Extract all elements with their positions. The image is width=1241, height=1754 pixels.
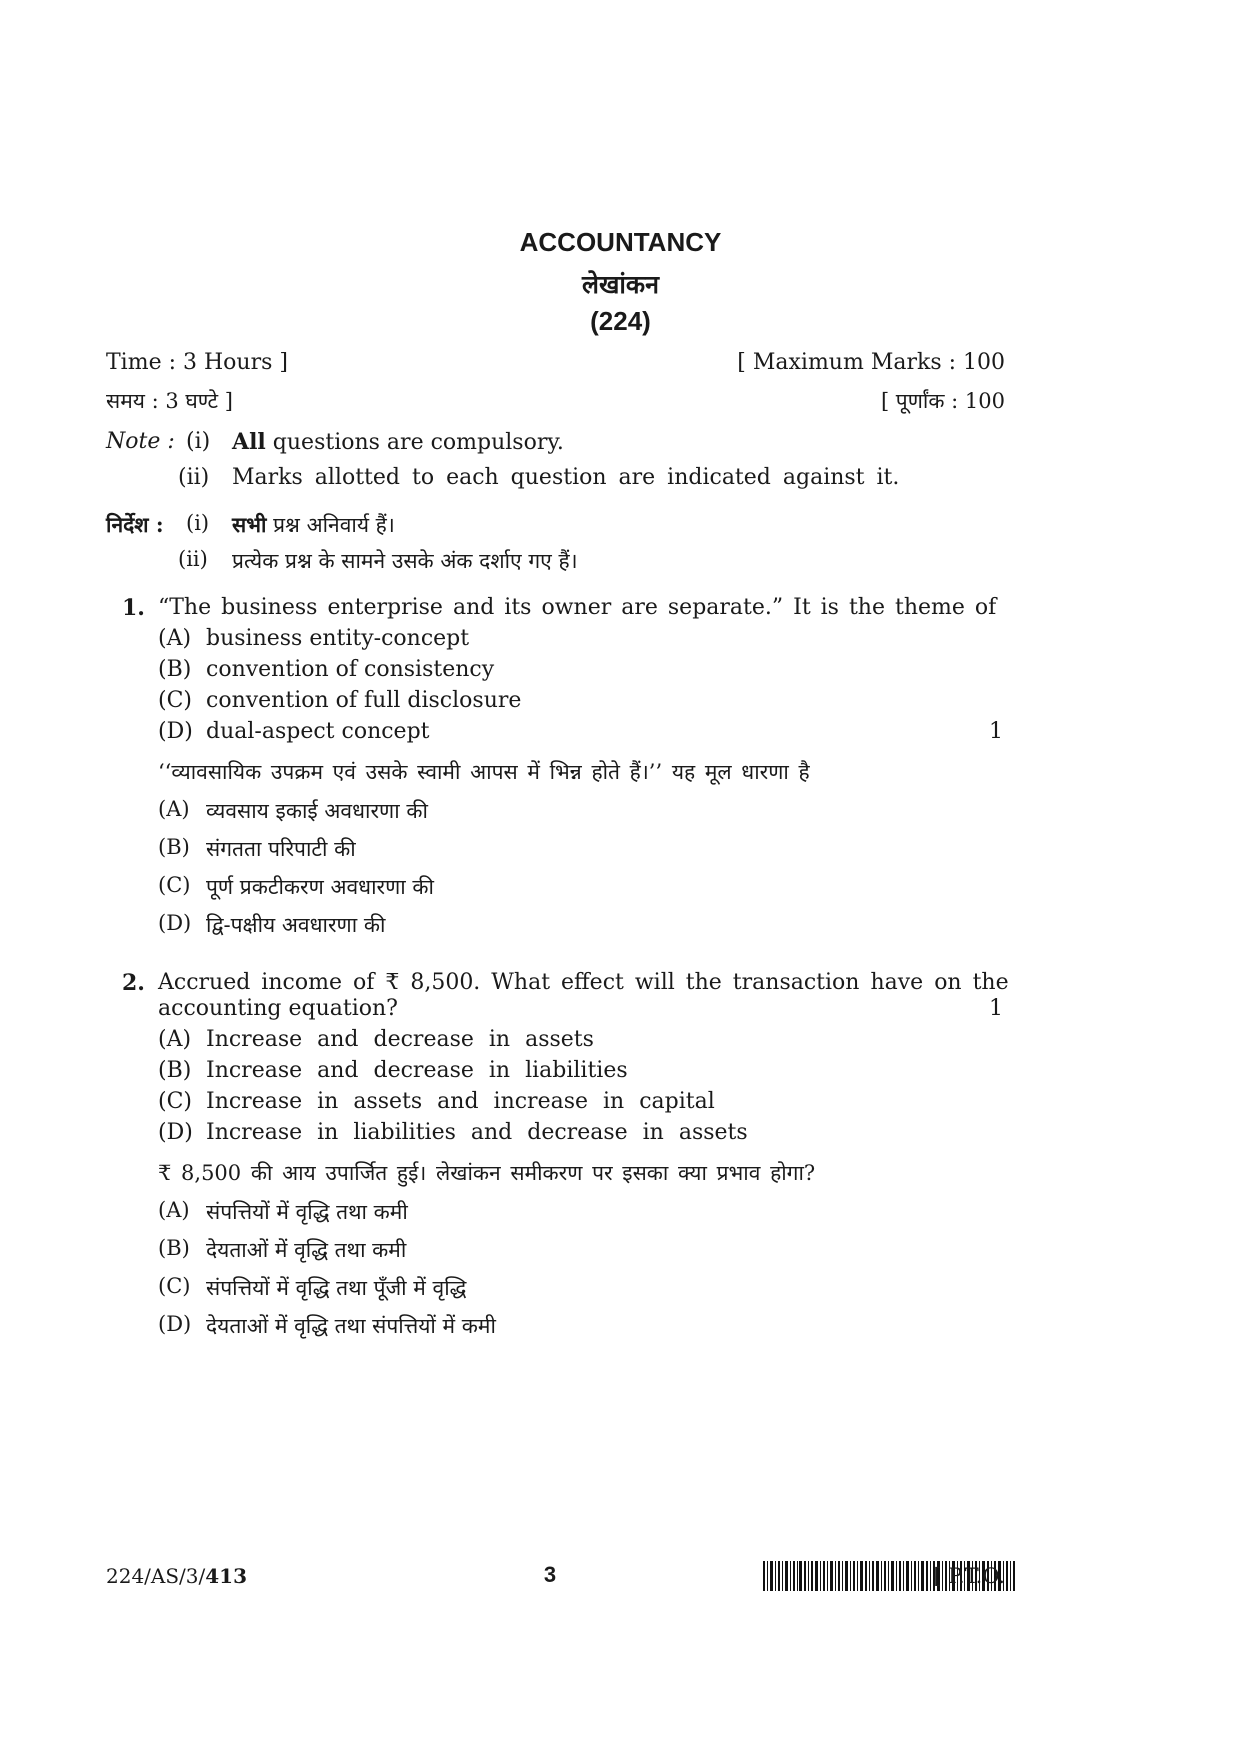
q2-option-d-label: (D) bbox=[158, 1120, 193, 1145]
time-hindi: समय : 3 घण्टे ] bbox=[106, 389, 234, 413]
note-hindi-i-rest: प्रश्न अनिवार्य हैं। bbox=[273, 513, 395, 537]
note-i-rest: questions are compulsory. bbox=[272, 430, 564, 455]
q2-hindi-option-a-text: संपत्तियों में वृद्धि तथा कमी bbox=[206, 1200, 408, 1224]
q2-hindi-option-b-label: (B) bbox=[158, 1236, 190, 1260]
q2-option-b-text: Increase and decrease in liabilities bbox=[206, 1058, 628, 1083]
q2-option-c-text: Increase in assets and increase in capital bbox=[206, 1089, 715, 1114]
q1-option-b-label: (B) bbox=[158, 657, 192, 682]
question-1-text-hindi: ‘‘व्यावसायिक उपक्रम एवं उसके स्वामी आपस में भिन्न होते हैं।’’ यह मूल धारणा है bbox=[158, 760, 810, 784]
time-english: Time : 3 Hours ] bbox=[106, 350, 288, 375]
q1-hindi-option-a-text: व्यवसाय इकाई अवधारणा की bbox=[206, 799, 428, 823]
marks-english: [ Maximum Marks : 100 bbox=[737, 350, 1005, 375]
q1-hindi-option-d-label: (D) bbox=[158, 911, 192, 935]
q2-hindi-option-a-label: (A) bbox=[158, 1198, 190, 1222]
q2-option-d-text: Increase in liabilities and decrease in assets bbox=[206, 1120, 748, 1145]
paper-code-prefix: 224/AS/3/ bbox=[106, 1564, 206, 1588]
q2-hindi-option-d-label: (D) bbox=[158, 1312, 192, 1336]
q1-hindi-option-d-text: द्वि-पक्षीय अवधारणा की bbox=[206, 913, 386, 937]
note-label: Note : bbox=[106, 429, 175, 454]
note-hindi-ii-number: (ii) bbox=[178, 547, 208, 571]
q1-hindi-option-c-label: (C) bbox=[158, 873, 191, 897]
note-hindi-i-number: (i) bbox=[186, 511, 210, 535]
note-ii-number: (ii) bbox=[178, 465, 210, 490]
note-hindi-ii-text: प्रत्येक प्रश्न के सामने उसके अंक दर्शाए गए हैं। bbox=[232, 549, 578, 573]
q2-option-b-label: (B) bbox=[158, 1058, 192, 1083]
paper-title: ACCOUNTANCY bbox=[519, 227, 722, 257]
page-number: 3 bbox=[543, 1562, 557, 1587]
q1-option-c-label: (C) bbox=[158, 688, 192, 713]
question-2-number: 2. bbox=[122, 970, 145, 996]
q1-option-b-text: convention of consistency bbox=[206, 657, 495, 682]
note-hindi-i-bold: सभी bbox=[232, 512, 267, 537]
q1-option-d-label: (D) bbox=[158, 719, 193, 744]
marks-hindi: [ पूर्णांक : 100 bbox=[880, 389, 1005, 413]
question-2-text-hindi: ₹ 8,500 की आय उपार्जित हुई। लेखांकन समीकरण पर इसका क्या प्रभाव होगा? bbox=[158, 1161, 816, 1185]
q2-option-c-label: (C) bbox=[158, 1089, 192, 1114]
q2-hindi-option-c-label: (C) bbox=[158, 1274, 191, 1298]
note-hindi-label: निर्देश : bbox=[106, 512, 164, 537]
q1-hindi-option-c-text: पूर्ण प्रकटीकरण अवधारणा की bbox=[206, 875, 434, 899]
q2-option-a-label: (A) bbox=[158, 1027, 192, 1052]
q1-hindi-option-b-text: संगतता परिपाटी की bbox=[206, 837, 356, 861]
pto-label: [ P.T.O. bbox=[933, 1564, 1005, 1588]
q2-hindi-option-d-text: देयताओं में वृद्धि तथा संपत्तियों में कमी bbox=[206, 1314, 496, 1338]
q1-option-a-text: business entity-concept bbox=[206, 626, 470, 651]
note-i-bold: All bbox=[232, 429, 266, 455]
paper-code: (224) bbox=[590, 306, 651, 336]
note-i-text bbox=[232, 429, 564, 455]
question-1-text: “The business enterprise and its owner are separate.” It is the theme of bbox=[158, 595, 997, 620]
paper-title-hindi: लेखांकन bbox=[582, 271, 659, 299]
q2-marks: 1 bbox=[989, 996, 1003, 1021]
q1-option-d-text: dual-aspect concept bbox=[206, 719, 430, 744]
q2-option-a-text: Increase and decrease in assets bbox=[206, 1027, 594, 1052]
q1-hindi-option-b-label: (B) bbox=[158, 835, 190, 859]
q2-hindi-option-c-text: संपत्तियों में वृद्धि तथा पूँजी में वृद्धि bbox=[206, 1276, 467, 1300]
q1-hindi-option-a-label: (A) bbox=[158, 797, 190, 821]
q1-option-c-text: convention of full disclosure bbox=[206, 688, 522, 713]
question-2-text-line2: accounting equation? bbox=[158, 996, 398, 1021]
q2-hindi-option-b-text: देयताओं में वृद्धि तथा कमी bbox=[206, 1238, 407, 1262]
question-1-number: 1. bbox=[122, 595, 145, 621]
question-2-text-line1: Accrued income of ₹ 8,500. What effect will the transaction have on the bbox=[158, 970, 1009, 995]
q1-option-a-label: (A) bbox=[158, 626, 192, 651]
note-i-number: (i) bbox=[186, 429, 211, 454]
q1-marks: 1 bbox=[989, 719, 1003, 744]
note-hindi-i-text bbox=[232, 511, 395, 539]
paper-code-bold: 413 bbox=[205, 1564, 248, 1588]
note-ii-text: Marks allotted to each question are indicated against it. bbox=[232, 465, 900, 490]
